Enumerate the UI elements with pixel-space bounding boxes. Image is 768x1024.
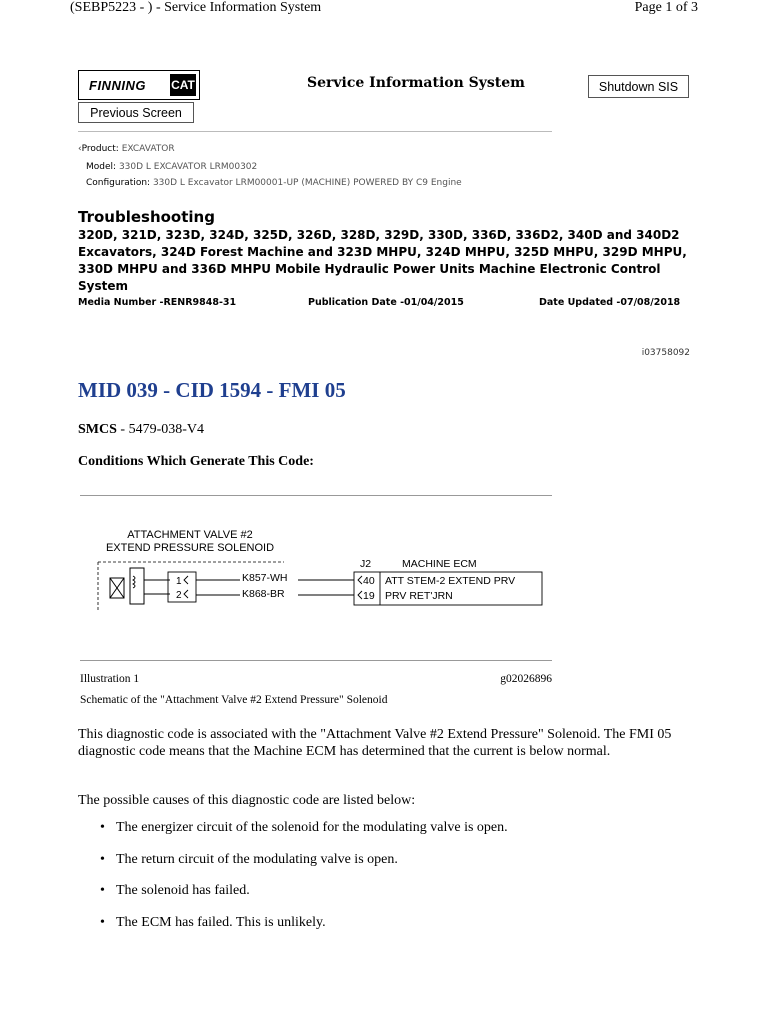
illustration-bottom-rule (80, 660, 552, 661)
models-subtitle: 320D, 321D, 323D, 324D, 325D, 326D, 328D, 329D, 330D, 336D, 336D2, 340D and 340D2 Excavators, 324D Forest Machine and 323D MHPU, 324D MHPU, 325D MHPU, 329D MHPU, 330D MHPU and 336D MHPU Mobile Hydraulic Power Units Machine Electronic Control System (78, 228, 687, 293)
illustration-id: g02026896 (500, 673, 552, 685)
component-connector (168, 572, 196, 602)
wire-1-label: K857-WH (242, 572, 288, 584)
finning-wordmark: FINNING (89, 77, 146, 93)
previous-screen-button[interactable]: Previous Screen (78, 102, 194, 123)
configuration-label: Configuration: (86, 178, 151, 188)
configuration-row (86, 178, 462, 188)
finning-cat-logo (78, 70, 200, 100)
configuration-value: 330D L Excavator LRM00001-UP (MACHINE) POWERED BY C9 Engine (152, 178, 462, 188)
causes-intro: The possible causes of this diagnostic code are listed below: (78, 793, 416, 808)
publication-date: Publication Date -01/04/2015 (308, 297, 464, 308)
smcs-line (78, 422, 204, 438)
document-id: i03758092 (641, 348, 690, 358)
component-name-line1: ATTACHMENT VALVE #2 (127, 529, 253, 541)
pin-2-label: 2 (176, 590, 182, 601)
model-row (86, 162, 257, 172)
description-paragraph: This diagnostic code is associated with the "Attachment Valve #2 Extend Pressure" Solenoid. The FMI 05 diagnostic code means that the Machine ECM has determined that the current is below normal. (78, 727, 672, 759)
list-item: • The energizer circuit of the solenoid for the modulating valve is open. (100, 820, 508, 852)
pin-1-label: 1 (176, 576, 182, 587)
list-item: • The return circuit of the modulating valve is open. (100, 852, 508, 884)
illustration-label: Illustration 1 (80, 673, 140, 685)
header-divider (78, 131, 552, 132)
sis-title: Service Information System (307, 75, 525, 91)
list-item: • The ECM has failed. This is unlikely. (100, 915, 508, 947)
connector-label: J2 (360, 558, 372, 570)
ecm-pin-19: 19 (363, 590, 375, 602)
list-item: • The solenoid has failed. (100, 883, 508, 915)
component-name-line2: EXTEND PRESSURE SOLENOID (105, 542, 275, 554)
ecm-label: MACHINE ECM (402, 558, 477, 570)
conditions-heading: Conditions Which Generate This Code: (78, 454, 314, 469)
page-number: Page 1 of 3 (634, 0, 698, 15)
product-label: Product: (81, 144, 119, 154)
model-label: Model: (86, 162, 117, 172)
back-arrow-icon[interactable]: ‹ (78, 144, 82, 154)
product-row (78, 144, 175, 154)
shutdown-sis-button[interactable]: Shutdown SIS (588, 75, 689, 98)
model-value: 330D L EXCAVATOR LRM00302 (118, 162, 258, 172)
page-title: MID 039 - CID 1594 - FMI 05 (78, 378, 346, 402)
illustration-top-rule (80, 495, 552, 496)
media-number: Media Number -RENR9848-31 (78, 297, 237, 308)
ecm-signal-2: PRV RET'JRN (385, 590, 453, 602)
wire-2-label: K868-BR (242, 588, 285, 600)
wiring-schematic (80, 520, 560, 620)
smcs-value: - 5479-038-V4 (116, 422, 205, 437)
ecm-signal-1: ATT STEM-2 EXTEND PRV (385, 575, 516, 587)
coil-icon (130, 568, 144, 604)
illustration-caption: Schematic of the "Attachment Valve #2 Extend Pressure" Solenoid (80, 694, 388, 706)
causes-list (100, 820, 508, 946)
document-header-title: (SEBP5223 - ) - Service Information System (70, 0, 322, 15)
smcs-label: SMCS (78, 422, 117, 437)
section-title: Troubleshooting (78, 208, 215, 226)
ecm-pin-40: 40 (363, 575, 375, 587)
product-value: EXCAVATOR (121, 144, 175, 154)
date-updated: Date Updated -07/08/2018 (539, 297, 681, 308)
cat-logo-icon: CAT (170, 74, 196, 96)
